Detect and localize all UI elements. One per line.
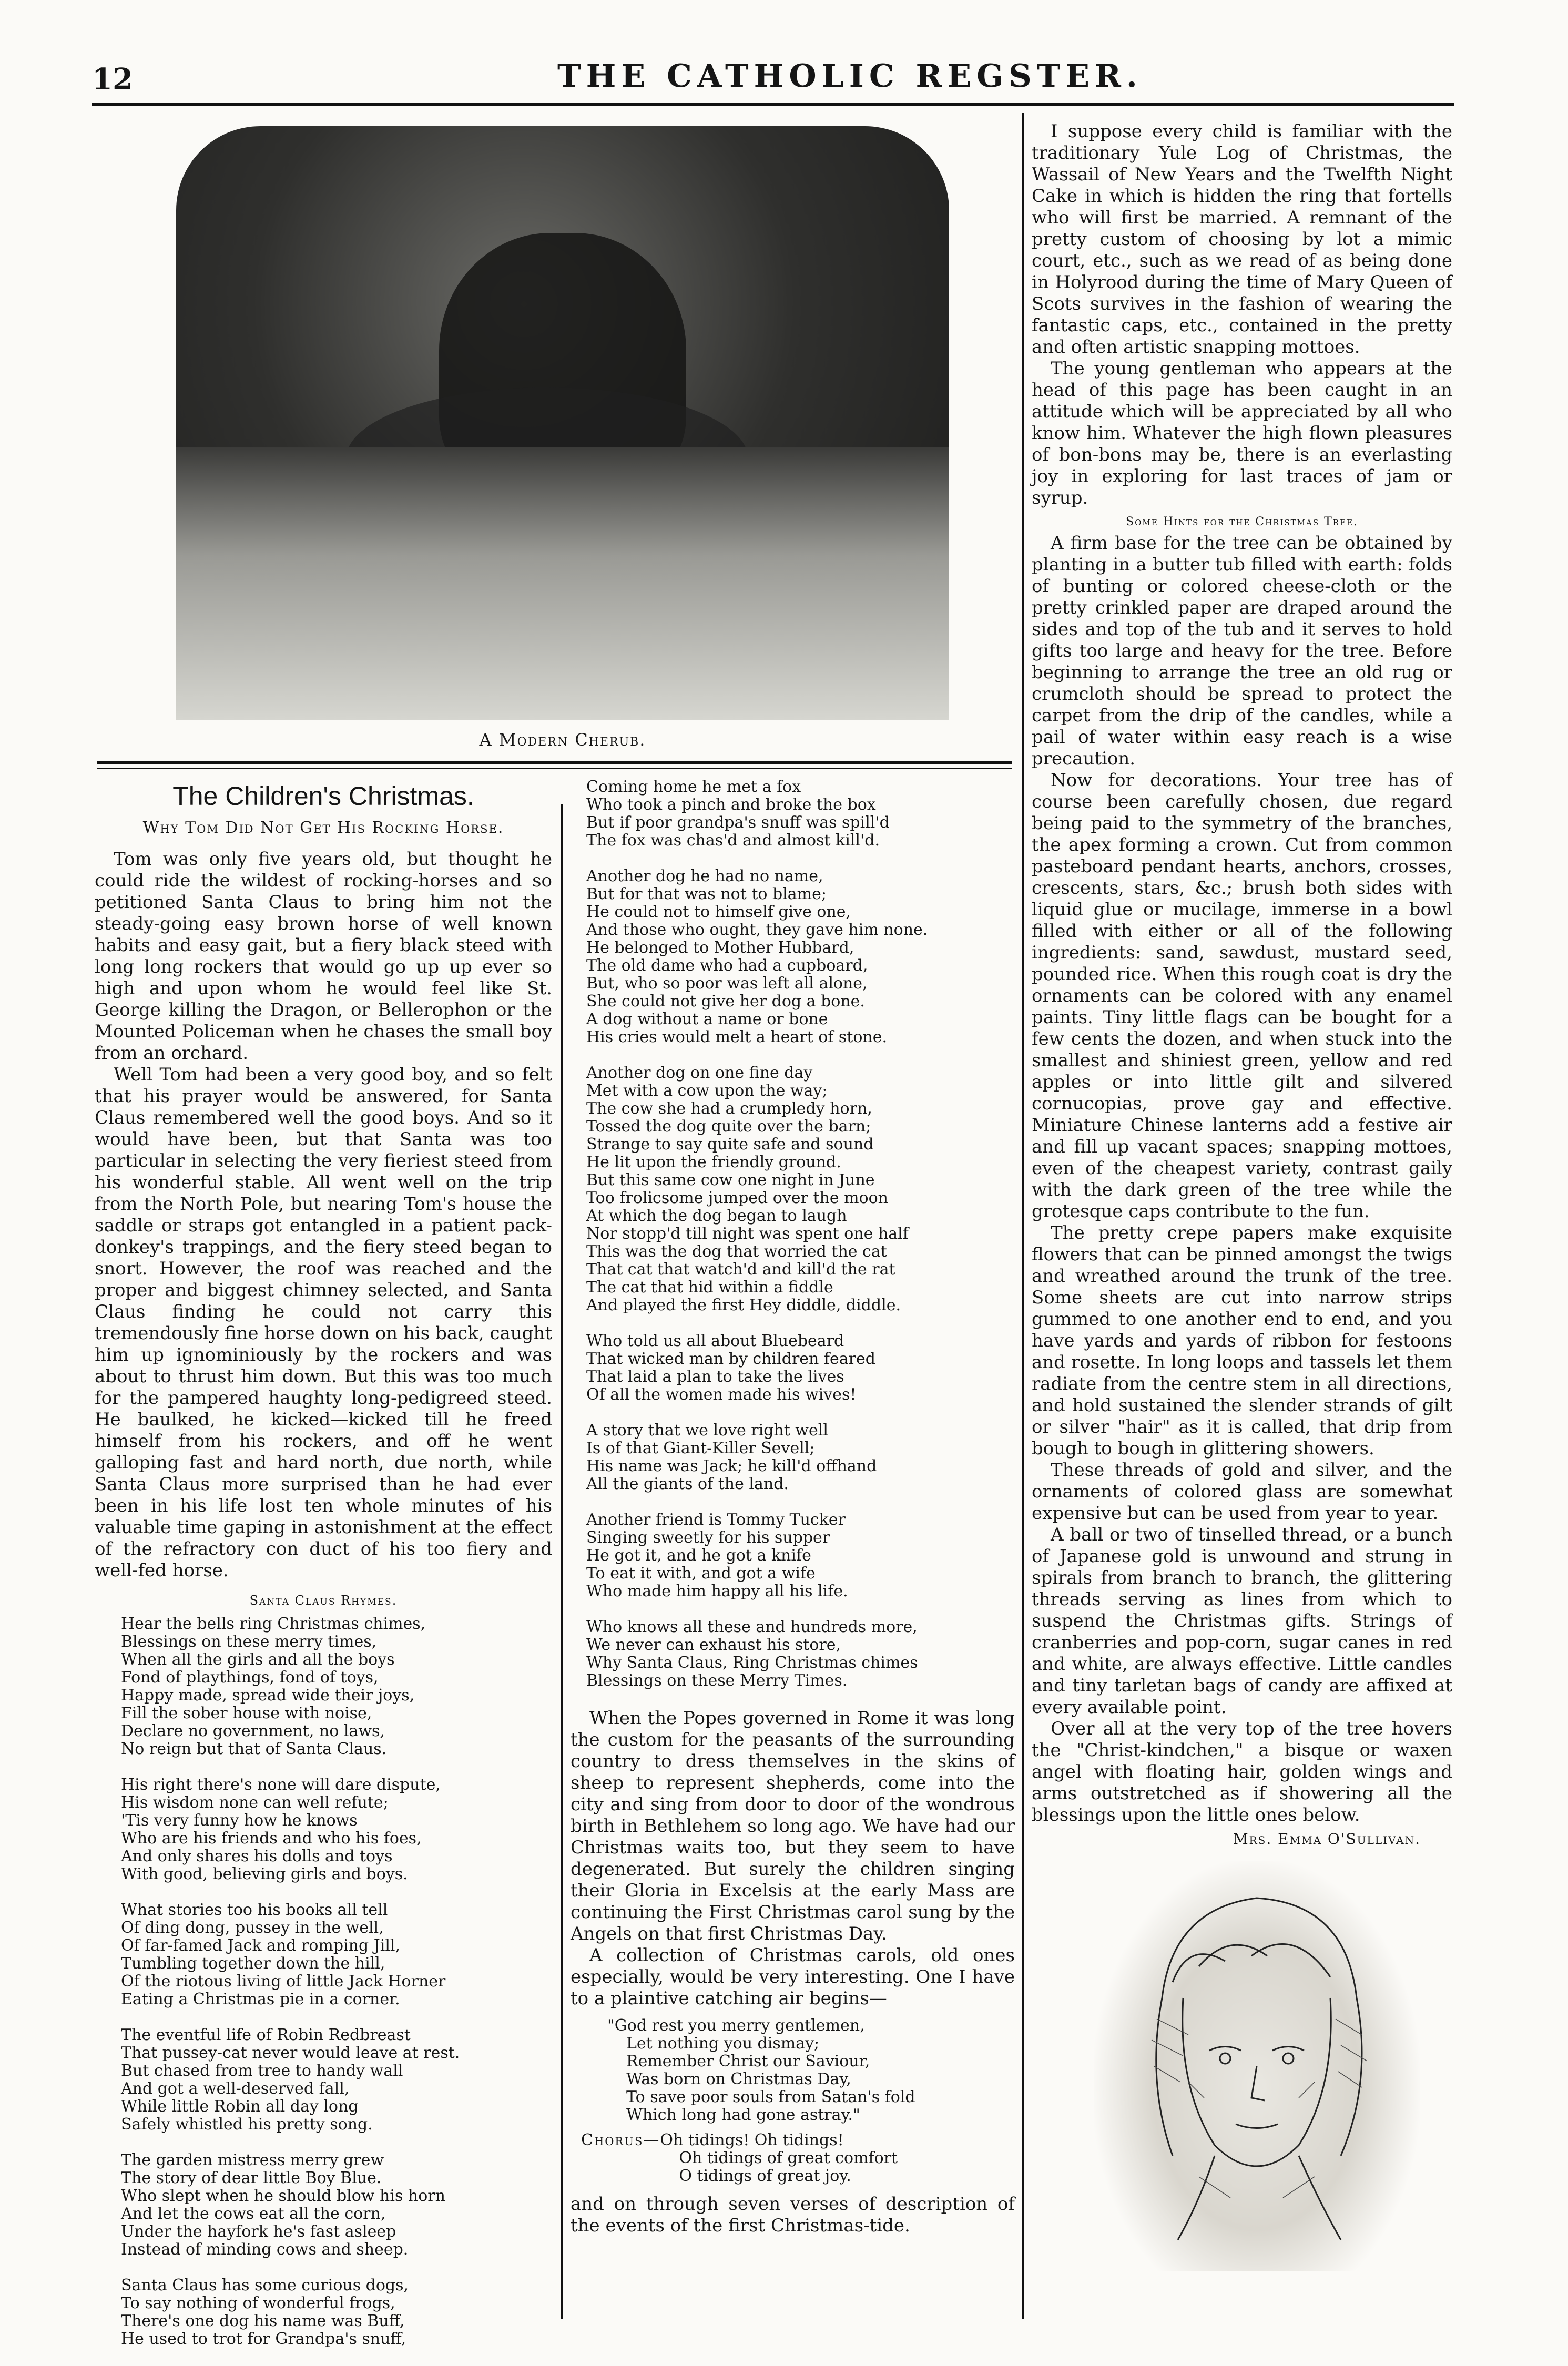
poem-line: And played the first Hey diddle, diddle.: [586, 1296, 901, 1314]
poem-line: The cow she had a crumpledy horn,: [586, 1099, 872, 1118]
poem-line: His right there's none will dare dispute,: [121, 1776, 441, 1794]
poem-line: What stories too his books all tell: [121, 1901, 388, 1919]
poem-line: Oh tidings of great comfort: [679, 2149, 898, 2167]
poem-line: The cat that hid within a fiddle: [586, 1278, 833, 1297]
poem-line: The fox was chas'd and almost kill'd.: [586, 831, 880, 850]
poem-stanza: [586, 868, 1015, 1046]
hints-paragraph-2: Now for decorations. Your tree has of course been carefully chosen, due regard being paid to the symmetry of the branches, the apex forming a crown. Cut from common pasteboard pendant hearts, anchors, crosses, crescents, stars, &c.; brush both sides with liquid glue or mucilage, immerse in a bowl filled with either or all of the following ingredients: sand, sawdust, mustard seed, pounded rice. When this rough coat is dry the ornaments can be colored with any enamel paints. Tiny little flags can be bought for a few cents the dozen, and when stuck into the smallest and shiniest green, yellow and red apples or into little gilt and silvered cornucopias, prove gay and effective. Miniature Chinese lanterns add a festive air and fill up vacant spaces; snapping mottoes, even of the cheapest variety, contrast gaily with the dark green of the tree while the grotesque caps contribute to the fun.: [1032, 770, 1452, 1222]
poem-line: Declare no government, no laws,: [121, 1722, 385, 1740]
right-column: [1032, 121, 1452, 1848]
poem-line: Another dog on one fine day: [586, 1064, 813, 1082]
poem-line: That cat that watch'd and kill'd the rat: [586, 1260, 895, 1279]
poem-stanza: [586, 1511, 1015, 1600]
carol-verse: [571, 2017, 1015, 2124]
poem-line: The garden mistress merry grew: [121, 2151, 384, 2169]
poem-line: Who slept when he should blow his horn: [121, 2187, 445, 2205]
poem-line: Who told us all about Bluebeard: [586, 1332, 844, 1350]
hints-heading: Some Hints for the Christmas Tree.: [1126, 515, 1358, 528]
girl-sketch-illustration: [1094, 1861, 1420, 2271]
poem-line: Eating a Christmas pie in a corner.: [121, 1990, 400, 2008]
poem-line: Of far-famed Jack and romping Jill,: [121, 1936, 401, 1955]
poem-line: Blessings on these Merry Times.: [586, 1671, 848, 1690]
girl-sketch-svg: [1094, 1861, 1420, 2271]
poem-stanza: [586, 1064, 1015, 1314]
poem-line: That wicked man by children feared: [586, 1350, 875, 1368]
poem-line: Safely whistled his pretty song.: [121, 2115, 373, 2134]
hints-paragraph-1: A firm base for the tree can be obtained by planting in a butter tub filled with earth: folds of bunting or colored cheese-cloth or the pretty crinkled paper are draped around the sides and top of the tub and it serves to hold gifts too large and heavy for the tree. Before beginning to arrange the tree an old rug or crumcloth should be spread to protect the carpet from the drip of the candles, while a pail of water within easy reach is a wise precaution.: [1032, 533, 1452, 769]
cherub-photo: [176, 126, 949, 720]
poem-line: Of ding dong, pussey in the well,: [121, 1919, 384, 1937]
poem-line: That pussey-cat never would leave at rest.: [121, 2044, 460, 2062]
poem-line: Remember Christ our Saviour,: [626, 2052, 870, 2071]
poem-line: Strange to say quite safe and sound: [586, 1135, 874, 1154]
right-paragraph-2: The young gentleman who appears at the head of this page has been caught in an attitude which will be appreciated by all who know him. Whatever the high flown pleasures of bon-bons may be, there is an everlasting joy in exploring for last traces of jam or syrup.: [1032, 358, 1452, 508]
poem-line: To save poor souls from Satan's fold: [626, 2088, 915, 2106]
poem-stanza: [121, 1776, 552, 1883]
poem-line: Fill the sober house with noise,: [121, 1704, 372, 1722]
poem-stanza: [121, 2151, 552, 2259]
poem-line: The old dame who had a cupboard,: [586, 956, 868, 975]
poem-line: Coming home he met a fox: [586, 778, 801, 796]
poem-line: A dog without a name or bone: [586, 1010, 828, 1028]
poem-stanza: [121, 1615, 552, 1758]
poem-line: Who are his friends and who his foes,: [121, 1829, 422, 1848]
poem-line: And let the cows eat all the corn,: [121, 2205, 386, 2223]
column-divider-left: [561, 804, 563, 2319]
poem-line: Too frolicsome jumped over the moon: [586, 1189, 888, 1207]
poem-line: O tidings of great joy.: [679, 2167, 851, 2185]
hints-paragraph-4: These threads of gold and silver, and the ornaments of colored glass are somewhat expensive but can be used from year to year.: [1032, 1460, 1452, 1524]
poem-stanza: [586, 778, 1015, 850]
poem-line: Fond of playthings, fond of toys,: [121, 1668, 379, 1687]
left-column: [95, 781, 552, 2366]
poem-line: And only shares his dolls and toys: [121, 1847, 393, 1865]
story-paragraph-2: Well Tom had been a very good boy, and so felt that his prayer would be answered, for Santa Claus remembered well the good boys. And so it would have been, but that Santa was too particular in selecting the very fieriest steed from his wonderful stable. All went well on the trip from the North Pole, but nearing Tom's house the saddle or straps got entangled in a patient pack-donkey's trappings, and the fiery steed began to snort. However, the roof was reached and the proper and biggest chimney selected, and Santa Claus finding he could not carry this tremendously fine horse down on his back, caught him up ignominiously by the rockers and was about to thrust him down. But this was too much for the pampered haughty long-pedigreed steed. He baulked, he kicked—kicked till he freed himself from his rockers, and off he went galloping fast and hard north, due north, while Santa Claus more surprised than he had ever been in his life lost ten whole minutes of his valuable time gaping in astonishment at the effect of the refractory con duct of his too fiery and well-fed horse.: [95, 1064, 552, 1581]
poem-line: He used to trot for Grandpa's snuff,: [121, 2330, 406, 2348]
poem-stanza: [121, 2277, 552, 2348]
poem-line: Tumbling together down the hill,: [121, 1954, 385, 1973]
poem-line: Another friend is Tommy Tucker: [586, 1511, 846, 1529]
poem-stanza: [586, 1422, 1015, 1493]
poem-line: This was the dog that worried the cat: [586, 1242, 887, 1261]
poem-line: The eventful life of Robin Redbreast: [121, 2026, 411, 2044]
story-title: The Children's Christmas.: [172, 781, 474, 811]
poem-stanza: [586, 1332, 1015, 1404]
hints-paragraph-6: Over all at the very top of the tree hovers the "Christ-kindchen," a bisque or waxen angel with floating hair, golden wings and arms outstretched as if showering all the blessings upon the little ones below.: [1032, 1718, 1452, 1826]
poem-stanza: [121, 2026, 552, 2134]
poem-line: Blessings on these merry times,: [121, 1633, 377, 1651]
poem-line: That laid a plan to take the lives: [586, 1368, 844, 1386]
hints-body: [1032, 533, 1452, 1826]
hints-paragraph-5: A ball or two of tinselled thread, or a bunch of Japanese gold is unwound and strung in spirals from branch to branch, the glittering threads serving as lines from which to suspend the Christmas gifts. Strings of cranberries and pop-corn, sugar canes in red and white, are always effective. Little candles and tiny tarletan bags of candy are affixed at every available point.: [1032, 1524, 1452, 1718]
poem-line: All the giants of the land.: [586, 1475, 789, 1493]
poem-line: His wisdom none can well refute;: [121, 1793, 389, 1812]
hints-paragraph-3: The pretty crepe papers make exquisite flowers that can be pinned amongst the twigs and wreathed around the trunk of the tree. Some sheets are cut into narrow strips gummed to one another end to end, and you have yards and yards of ribbon for festoons and rosette. In long loops and tassels let them radiate from the centre stem in all directions, and hold sustained the slender strands of gilt or silver "hair" as it is called, that drip from bough to bough in glittering showers.: [1032, 1222, 1452, 1459]
poem-line: But if poor grandpa's snuff was spill'd: [586, 813, 890, 832]
poem-stanza: [121, 1901, 552, 2008]
poem-line: Oh tidings! Oh tidings!: [660, 2131, 844, 2149]
poem-line: Hear the bells ring Christmas chimes,: [121, 1615, 426, 1633]
poem-line: Let nothing you dismay;: [626, 2034, 820, 2053]
popes-section: [571, 1708, 1015, 2010]
poem-line: There's one dog his name was Buff,: [121, 2312, 405, 2330]
poem-line: But this same cow one night in June: [586, 1171, 875, 1189]
poem-line: Met with a cow upon the way;: [586, 1082, 828, 1100]
caption-rule-bottom: [97, 768, 1012, 769]
poem-line: She could not give her dog a bone.: [586, 992, 865, 1011]
poem-line: When all the girls and all the boys: [121, 1650, 395, 1669]
rhymes-middle: [571, 778, 1015, 1690]
rhymes-left: [95, 1615, 552, 2348]
right-paragraph-1: I suppose every child is familiar with the traditionary Yule Log of Christmas, the Wassail of New Years and the Twelfth Night Cake in which is hidden the ring that fortells who will first be married. A remnant of the pretty custom of choosing by lot a mimic court, etc., such as we read of as being done in Holyrood during the time of Mary Queen of Scots survives in the fashion of wearing the fantastic caps, etc., contained in the pretty and often artistic snapping mottoes.: [1032, 121, 1452, 358]
poem-line: 'Tis very funny how he knows: [121, 1811, 358, 1830]
chorus-label: Chorus—: [581, 2131, 660, 2149]
poem-line: And got a well-deserved fall,: [121, 2079, 350, 2098]
poem-line: To say nothing of wonderful frogs,: [121, 2294, 395, 2312]
rhymes-heading: Santa Claus Rhymes.: [249, 1593, 398, 1608]
poem-line: With good, believing girls and boys.: [121, 1865, 408, 1883]
poem-line: At which the dog began to laugh: [586, 1207, 847, 1225]
poem-line: While little Robin all day long: [121, 2097, 359, 2116]
poem-line: No reign but that of Santa Claus.: [121, 1740, 387, 1758]
poem-line: Was born on Christmas Day,: [626, 2070, 851, 2088]
poem-line: But for that was not to blame;: [586, 885, 827, 903]
poem-line: Is of that Giant-Killer Sevell;: [586, 1439, 815, 1457]
popes-paragraph-2: A collection of Christmas carols, old ones especially, would be very interesting. One I have to a plaintive catching air begins—: [571, 1945, 1015, 2009]
poem-line: Singing sweetly for his supper: [586, 1528, 830, 1547]
poem-line: His cries would melt a heart of stone.: [586, 1028, 888, 1046]
popes-closing: and on through seven verses of description of the events of the first Christmas-tide.: [571, 2194, 1015, 2236]
poem-line: The story of dear little Boy Blue.: [121, 2169, 382, 2187]
poem-line: Nor stopp'd till night was spent one half: [586, 1225, 909, 1243]
masthead-rule: [92, 103, 1454, 106]
poem-line: He lit upon the friendly ground.: [586, 1153, 841, 1171]
poem-line: We never can exhaust his store,: [586, 1636, 841, 1654]
story-paragraph-1: Tom was only five years old, but thought he could ride the wildest of rocking-horses and so petitioned Santa Claus to bring him not the steady-going easy brown horse of well known habits and easy gait, but a fiery black steed with long long rockers that would go up up ever so high and upon whom he would feel like St. George killing the Dragon, or Bellerophon or the Mounted Policeman when he chases the small boy from an orchard.: [95, 849, 552, 1064]
poem-line: To eat it with, and got a wife: [586, 1564, 816, 1583]
poem-line: His name was Jack; he kill'd offhand: [586, 1457, 877, 1475]
poem-line: Instead of minding cows and sheep.: [121, 2240, 409, 2259]
poem-line: Which long had gone astray.": [626, 2106, 860, 2124]
middle-column: [571, 778, 1015, 2237]
poem-line: But chased from tree to handy wall: [121, 2062, 403, 2080]
poem-line: Why Santa Claus, Ring Christmas chimes: [586, 1654, 918, 1672]
signature: Mrs. Emma O'Sullivan.: [1233, 1830, 1421, 1848]
poem-line: Of all the women made his wives!: [586, 1385, 857, 1404]
story-body: [95, 849, 552, 1582]
page-number: 12: [92, 62, 133, 97]
caption-rule-top: [97, 761, 1012, 764]
poem-line: Santa Claus has some curious dogs,: [121, 2276, 409, 2294]
column-divider-right: [1022, 113, 1024, 2319]
poem-line: Who knows all these and hundreds more,: [586, 1618, 918, 1636]
poem-line: Who made him happy all his life.: [586, 1582, 848, 1600]
poem-line: Happy made, spread wide their joys,: [121, 1686, 415, 1705]
carol-chorus: [571, 2132, 1015, 2185]
poem-line: A story that we love right well: [586, 1421, 828, 1440]
poem-line: Who took a pinch and broke the box: [586, 796, 876, 814]
poem-line: "God rest you merry gentlemen,: [607, 2016, 865, 2035]
poem-line: And those who ought, they gave him none.: [586, 921, 928, 939]
poem-line: Another dog he had no name,: [586, 867, 823, 885]
newspaper-title: THE CATHOLIC REGSTER.: [557, 58, 1143, 95]
poem-line: He belonged to Mother Hubbard,: [586, 939, 854, 957]
story-subtitle: Why Tom Did Not Get His Rocking Horse.: [142, 819, 504, 837]
poem-line: Of the riotous living of little Jack Horner: [121, 1972, 446, 1991]
poem-line: He could not to himself give one,: [586, 903, 851, 921]
poem-stanza: [586, 1618, 1015, 1690]
poem-line: He got it, and he got a knife: [586, 1546, 811, 1565]
poem-line: Tossed the dog quite over the barn;: [586, 1117, 871, 1136]
poem-line: But, who so poor was left all alone,: [586, 974, 868, 993]
popes-paragraph-1: When the Popes governed in Rome it was long the custom for the peasants of the surrounding country to dress themselves in the skins of sheep to represent shepherds, come into the city and sing from door to door of the wondrous birth in Bethlehem so long ago. We have had our Christmas waits too, but they seem to have degenerated. But surely the children singing their Gloria in Excelsis at the early Mass are continuing the First Christmas carol sung by the Angels on that first Christmas Day.: [571, 1708, 1015, 1944]
photo-caption: A Modern Cherub.: [479, 730, 646, 750]
poem-line: Under the hayfork he's fast asleep: [121, 2222, 396, 2241]
